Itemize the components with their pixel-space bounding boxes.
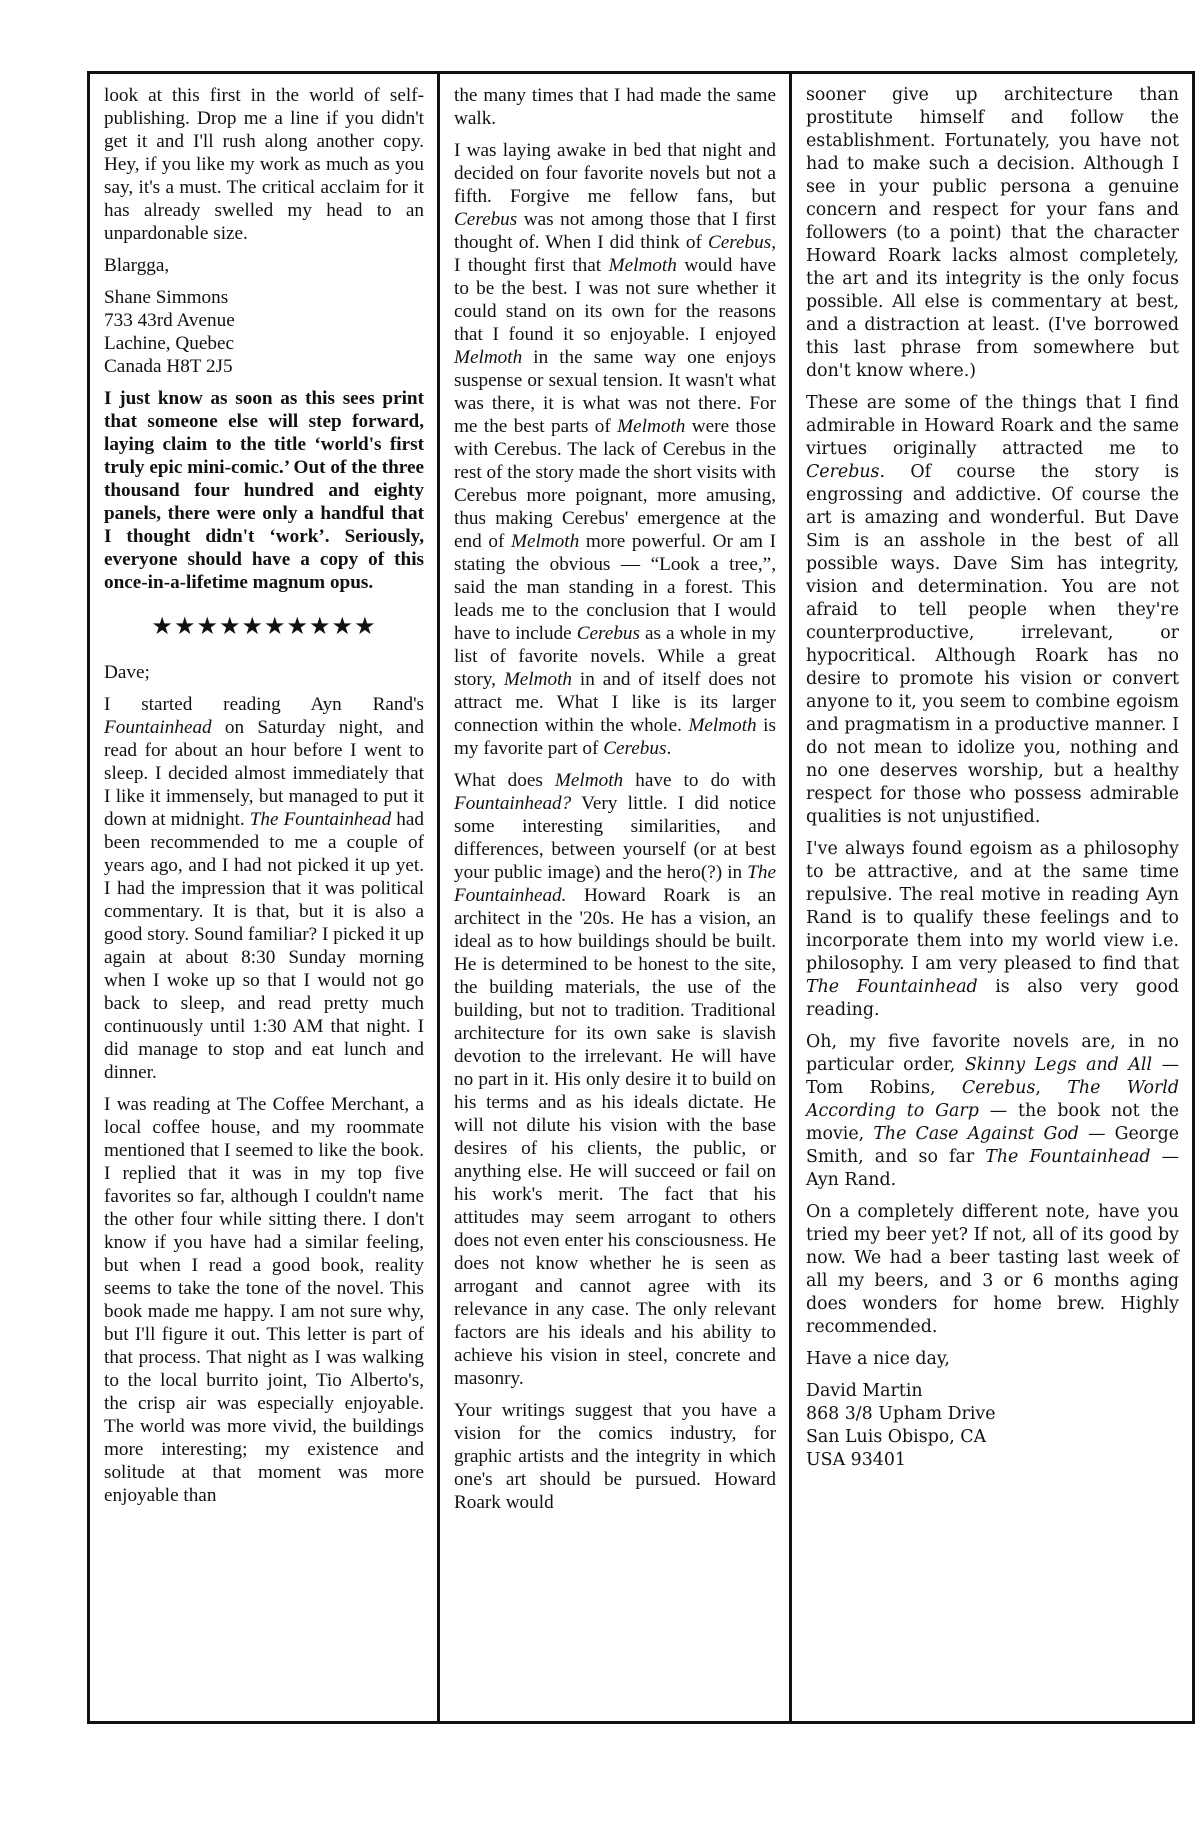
address-line: Lachine, Quebec [104, 333, 234, 354]
letter2-paragraph-8: These are some of the things that I find admirable in Howard Roark and the same virtues originally attracted me to Cerebus. Of course the story is engrossing and addictive. Of course the art is amazing and wonderful. But Dave Sim is an asshole in the best of all possible ways. Dave Sim has integrity, vision and determination. You are not afraid to tell people when they're counterproductive, irrelevant, or hypocritical. Although Roark has no desire to promote his vision or convert anyone to it, you seem to combine egoism and pragmatism in a productive manner. I do not mean to idolize you, nothing and no one deserves worship, but a healthy respect for those who possess admirable qualities is not unjustified. [806, 393, 1179, 827]
letter2-paragraph-5: What does Melmoth have to do with Fountainhead? Very little. I did notice some interesting similarities, and differences, between yourself (or at best your public image) and the hero(?) in The Fountainhead. Howard Roark is an architect in the '20s. He has a vision, an ideal as to how buildings should be built. He is determined to be honest to the site, the building materials, the use of the building, but not to tradition. Traditional architecture for its own sake is slavish devotion to the irrelevant. He will have no part in it. His only desire it to build on his terms and as his ideals dictate. He will not dilute his vision with the base desires of his clients, the public, or anything else. He will succeed or fail on his work's merit. The fact that his attitudes may seem arrogant to others does not even enter his consciousness. He does not know whether he is seen as arrogant and cannot agree with its relevance in any case. The only relevant factors are his ideals and his ability to achieve his vision in steel, concrete and masonry. [454, 770, 776, 1389]
book-title: The Fountainhead [249, 809, 392, 830]
address-line: San Luis Obispo, CA [806, 1427, 987, 1447]
column-3 [789, 74, 1192, 1721]
letter2-paragraph-3: the many times that I had made the same walk. [454, 85, 776, 129]
address-line: 868 3/8 Upham Drive [806, 1404, 996, 1424]
letters-page-frame [87, 71, 1195, 1724]
letter2-paragraph-7: sooner give up architecture than prostitute himself and follow the establishment. Fortunately, you have not had to make such a decision. Although I see in your public persona a genuine concern and respect for your fans and followers (to a point) that the character Howard Roark lacks almost completely, the art and its integrity is the only focus possible. All else is commentary at best, and a distraction at least. (I've borrowed this last phrase from somewhere but don't know where.) [806, 85, 1179, 381]
address-line: David Martin [806, 1381, 923, 1401]
letter1-closing-paragraph: look at this first in the world of self-publishing. Drop me a line if you didn't get it and I'll rush along another copy. Hey, if you like my work as much as you say, it's a must. The critical acclaim for it has already swelled my head to an unpardonable size. [104, 85, 424, 244]
address-line: 733 43rd Avenue [104, 310, 235, 331]
column-2 [437, 74, 789, 1721]
book-title: Fountainhead [104, 717, 212, 738]
address-line: Shane Simmons [104, 287, 229, 308]
letter2-paragraph-11: On a completely different note, have you tried my beer yet? If not, all of its good by now. We had a beer tasting last week of all my beers, and 3 or 6 months aging does wonders for home brew. Highly recommended. [806, 1202, 1179, 1337]
letter2-paragraph-2: I was reading at The Coffee Merchant, a local coffee house, and my roommate mentioned that I seemed to like the book. I replied that it was in my top five favorites so far, although I couldn't name the other four while sitting there. I don't know if you have had a similar feeling, but when I read a good book, reality seems to take the tone of the novel. This book made me happy. I am not sure why, but I'll figure it out. This letter is part of that process. That night as I was walking to the local burrito joint, Tio Alberto's, the crisp air was especially enjoyable. The world was more vivid, the buildings more interesting; my existence and solitude at that moment was more enjoyable than [104, 1094, 424, 1506]
letter2-paragraph-6: Your writings suggest that you have a vision for the comics industry, for graphic artists and the integrity in which one's art should be pursued. Howard Roark would [454, 1400, 776, 1513]
letter1-signoff: Blargga, [104, 255, 170, 276]
letter2-paragraph-10: Oh, my five favorite novels are, in no particular order, Skinny Legs and All — Tom Robins, Cerebus, The World According to Garp — the book not the movie, The Case Against God — George Smith, and so far The Fountainhead — Ayn Rand. [806, 1032, 1180, 1190]
letter2-paragraph-9: I've always found egoism as a philosophy to be attractive, and at the same time repulsive. The real motive in reading Ayn Rand is to qualify these feelings and to incorporate them into my world view i.e. philosophy. I am very pleased to find that The Fountainhead is also very good reading. [806, 839, 1179, 1020]
letter2-salutation: Dave; [104, 662, 150, 683]
letter2-address [806, 1380, 1179, 1472]
letter2-paragraph-4: I was laying awake in bed that night and decided on four favorite novels but not a fifth. Forgive me fellow fans, but Cerebus was not among those that I first thought of. When I did think of Cerebus, I thought first that Melmoth would have to be the best. I was not sure whether it could stand on its own for the reasons that I found it so enjoyable. I enjoyed Melmoth in the same way one enjoys suspense or sexual tension. It wasn't what was there, it is what was not there. For me the best parts of Melmoth were those with Cerebus. The lack of Cerebus in the rest of the story made the short visits with Cerebus more poignant, more amusing, thus making Cerebus' emergence at the end of Melmoth more powerful. Or am I stating the obvious — “Look a tree,”, said the man standing in a forest. This leads me to the conclusion that I would have to include Cerebus as a whole in my list of favorite novels. While a great story, Melmoth in and of itself does not attract me. What I like is its larger connection within the whole. Melmoth is my favorite part of Cerebus. [454, 140, 777, 759]
star-separator-icon: ★★★★★★★★★★ [151, 614, 377, 640]
letter2-paragraph-1: I started reading Ayn Rand's Fountainhead on Saturday night, and read for about an hour before I went to sleep. I decided almost immediately that I like it immensely, but managed to put it down at midnight. The Fountainhead had been recommended to me a couple of years ago, and I had not picked it up yet. I had the impression that it was political commentary. It is that, but it is also a good story. Sound familiar? I picked it up again at about 8:30 Sunday morning when I woke up so that I would not go back to sleep, and read pretty much continuously until 1:30 AM that night. I did manage to stop and eat lunch and dinner. [104, 694, 424, 1083]
column-1 [90, 74, 437, 1721]
letter2-signoff: Have a nice day, [806, 1349, 950, 1369]
editor-reply: I just know as soon as this sees print that someone else will step forward, laying claim to the title ‘world's first truly epic mini-comic.’ Out of the three thousand four hundred and eighty panels, there were only a handful that I thought didn't ‘work’. Seriously, everyone should have a copy of this once-in-a-lifetime magnum opus. [104, 388, 424, 593]
address-line: USA 93401 [806, 1450, 906, 1470]
address-line: Canada H8T 2J5 [104, 356, 233, 377]
letter1-address [104, 286, 424, 378]
